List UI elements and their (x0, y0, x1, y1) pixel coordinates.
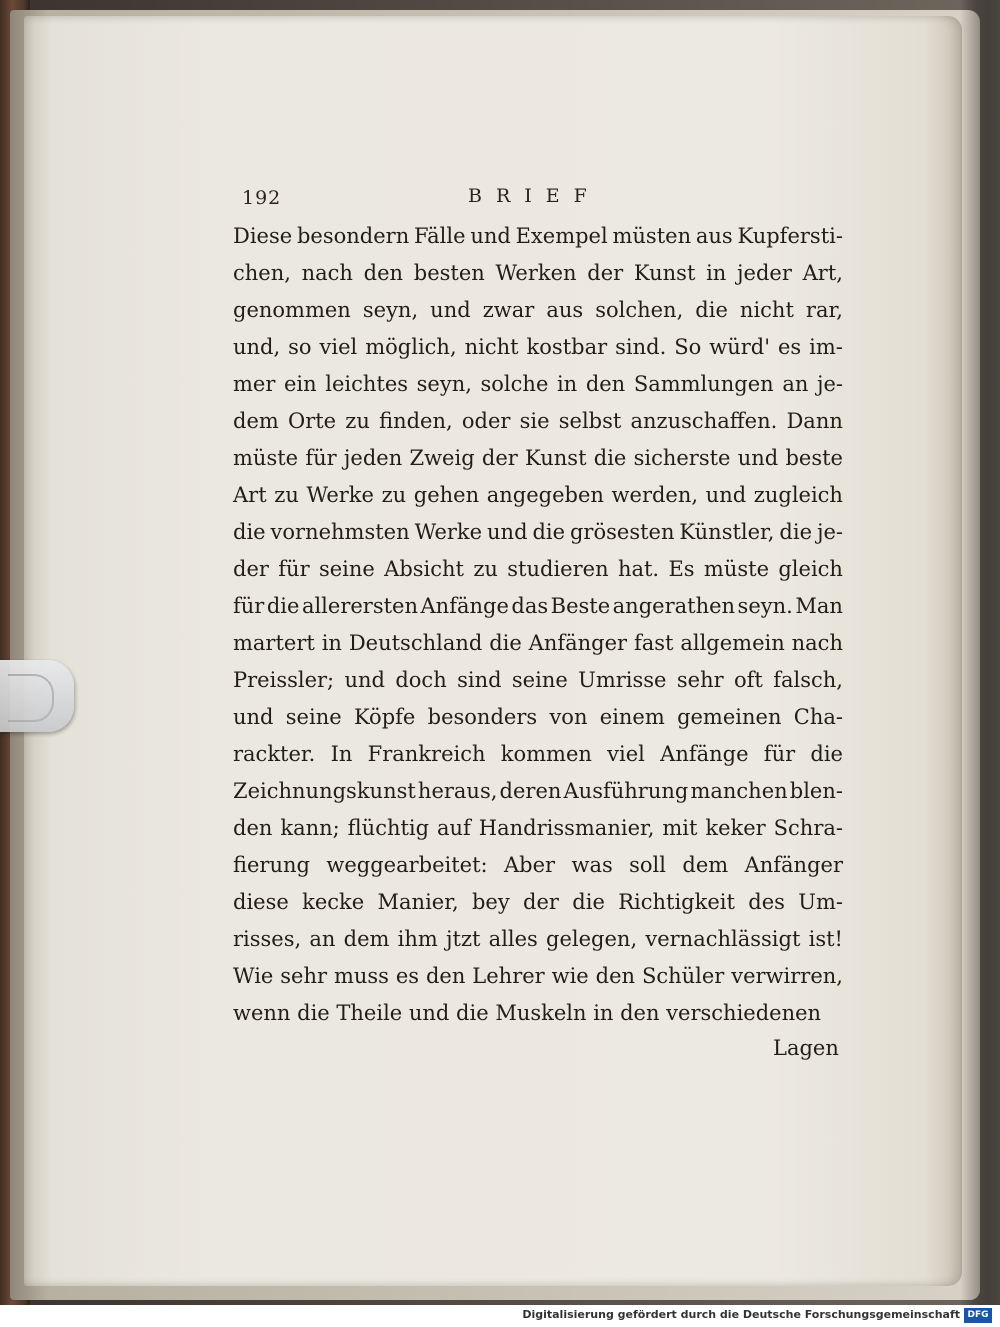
text-line: mer ein leichtes seyn, solche in den Sammlungen an je- (233, 372, 843, 396)
text-line: Zeichnungskunst heraus, deren Ausführung manchen blen- (233, 779, 843, 803)
page-number: 192 (242, 187, 282, 209)
dfg-logo: DFG (964, 1308, 992, 1323)
text-line: diese kecke Manier, bey der die Richtigkeit des Um- (233, 890, 843, 914)
text-line: martert in Deutschland die Anfänger fast allgemein nach (233, 631, 843, 655)
text-line: Preissler; und doch sind seine Umrisse sehr oft falsch, (233, 668, 843, 692)
text-line: fierung weggearbeitet: Aber was soll dem Anfänger (233, 853, 843, 877)
page-edge-shadow (960, 0, 1000, 1305)
body-text (233, 218, 843, 1032)
footer-bar (0, 1305, 1000, 1327)
text-line: Diese besondern Fälle und Exempel müsten aus Kupfersti- (233, 224, 843, 248)
text-line: wenn die Theile und die Muskeln in den verschiedenen (233, 1001, 822, 1025)
text-line: chen, nach den besten Werken der Kunst in jeder Art, (233, 261, 843, 285)
text-line: und seine Köpfe besonders von einem gemeinen Cha- (233, 705, 843, 729)
funding-credit: Digitalisierung gefördert durch die Deutsche Forschungsgemeinschaft (522, 1308, 960, 1321)
text-line: Art zu Werke zu gehen angegeben werden, und zugleich (233, 483, 843, 507)
text-line: dem Orte zu finden, oder sie selbst anzuschaffen. Dann (233, 409, 843, 433)
paper-clip (0, 660, 74, 732)
text-line: müste für jeden Zweig der Kunst die sicherste und beste (233, 446, 843, 470)
running-head: BRIEF (468, 185, 601, 207)
text-line: genommen seyn, und zwar aus solchen, die nicht rar, (233, 298, 843, 322)
text-line: den kann; flüchtig auf Handrissmanier, mit keker Schra- (233, 816, 843, 840)
text-line: rackter. In Frankreich kommen viel Anfänge für die (233, 742, 843, 766)
text-line: Wie sehr muss es den Lehrer wie den Schüler verwirren, (233, 964, 843, 988)
text-line: und, so viel möglich, nicht kostbar sind. So würd' es im- (233, 335, 843, 359)
page-header (242, 185, 842, 219)
catchword: Lagen (773, 1036, 839, 1060)
text-line: für die allerersten Anfänge das Beste angerathen seyn. Man (233, 594, 843, 618)
text-line: risses, an dem ihm jtzt alles gelegen, vernachlässigt ist! (233, 927, 843, 951)
text-line: der für seine Absicht zu studieren hat. Es müste gleich (233, 557, 843, 581)
text-line: die vornehmsten Werke und die grösesten Künstler, die je- (233, 520, 843, 544)
